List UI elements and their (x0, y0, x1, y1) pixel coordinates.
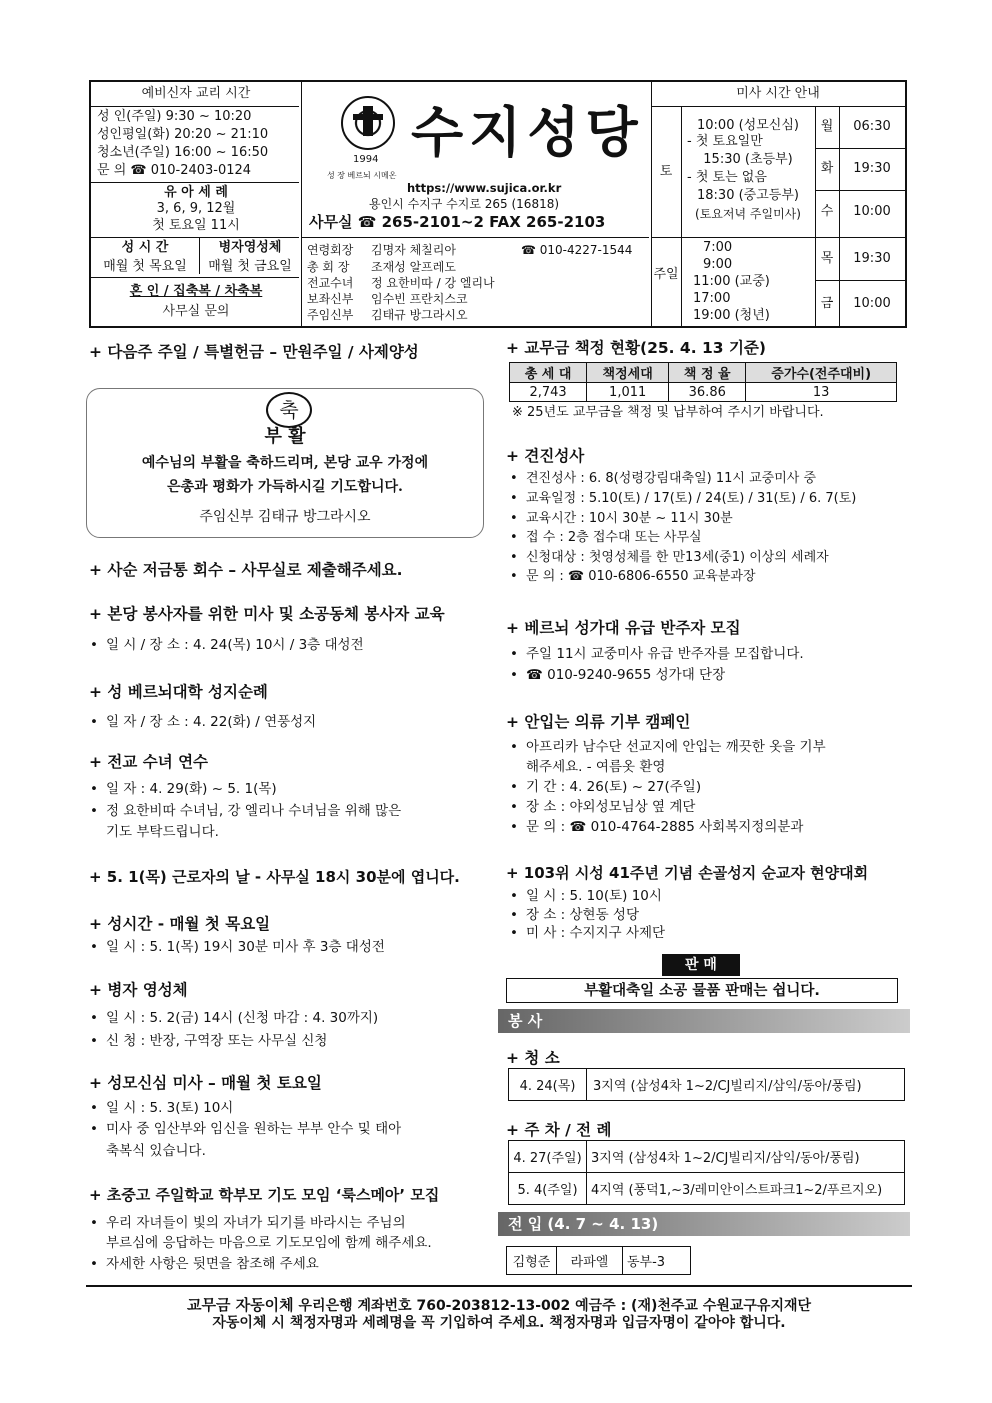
weekday-label: 화 (820, 161, 834, 176)
list-item: • 일 시 : 5. 2(금) 14시 (신청 마감 : 4. 30까지) (106, 1009, 378, 1027)
confirmation-title: + 견진성사 (506, 447, 585, 465)
sick-communion-value: 매월 첫 금요일 (208, 259, 292, 274)
cleaning-table (508, 1068, 905, 1101)
list-item: • 교육일정 : 5.10(토) / 17(토) / 24(토) / 31(토) / 6. 7(토) (526, 490, 856, 508)
list-item: • 일 시 : 5. 10(토) 10시 (526, 887, 662, 905)
list-item-continued: 축복식 있습니다. (106, 1143, 206, 1159)
table-cell: 3지역 (삼성4차 1~2/CJ빌리지/삼익/동아/풍림) (587, 1141, 905, 1173)
table-cell: 4. 24(목) (509, 1069, 587, 1101)
infant-baptism-day: 첫 토요일 11시 (152, 218, 240, 233)
mass-saturday-label: 토 (659, 164, 673, 179)
list-item: • 주일 11시 교중미사 유급 반주자를 모집합니다. (526, 645, 804, 663)
dues-table (509, 362, 897, 402)
holy-hour-value: 매월 첫 목요일 (103, 259, 187, 274)
list-item: • 아프리카 남수단 선교지에 안입는 깨끗한 옷을 기부 (526, 738, 826, 756)
mass-title: 미사 시간 안내 (736, 86, 820, 101)
list-item: • 기 간 : 4. 26(토) ~ 27(주일) (526, 778, 701, 796)
staff-name: 임수빈 프란치스코 (371, 292, 468, 306)
weekday-time: 19:30 (853, 251, 891, 266)
dues-note: ※ 25년도 교무금을 책정 및 납부하여 주시기 바랍니다. (512, 405, 824, 420)
list-item: • 자세한 사항은 뒷면을 참조해 주세요 (106, 1255, 319, 1273)
weekday-label: 월 (820, 119, 834, 134)
staff-role: 전교수녀 (307, 276, 354, 290)
marriage-title: 혼 인 / 집축복 / 차축복 (129, 284, 263, 299)
cross-icon (363, 106, 373, 136)
dues-title: + 교무금 책정 현황(25. 4. 13 기준) (506, 339, 766, 357)
weekday-time: 10:00 (853, 204, 891, 219)
mass-sunday-label: 주일 (653, 267, 679, 282)
holy-hour-title: 성 시 간 (121, 240, 169, 255)
easter-signature: 주임신부 김태규 방그라시오 (199, 509, 371, 525)
labor-day-notice: + 5. 1(목) 근로자의 날 - 사무실 18시 30분에 엽니다. (89, 868, 460, 886)
catechism-contact: 문 의 ☎ 010-2403-0124 (97, 163, 252, 178)
staff-role: 주임신부 (307, 308, 354, 322)
list-item: • 일 시 : 5. 1(목) 19시 30분 미사 후 3층 대성전 (106, 938, 385, 956)
parking-table (508, 1140, 905, 1205)
footer-instruction: 자동이체 시 책정자명과 세례명을 꼭 기입하여 주세요. 책정자명과 입금자명이 같아야 합니다. (212, 1315, 786, 1331)
catechism-weekday: 성인평일(화) 20:20 ~ 21:10 (97, 127, 269, 142)
table-cell: 김형준 (507, 1247, 557, 1275)
logo-year: 1994 (353, 154, 379, 165)
table-cell: 2,743 (510, 383, 587, 402)
lent-box-notice: + 사순 저금통 회수 – 사무실로 제출해주세요. (89, 561, 403, 579)
weekday-label: 목 (820, 251, 834, 266)
footer-account: 우리은행 계좌번호 760-203812-13-002 예금주 : (재)천주교 수원교구유지재단 (298, 1298, 812, 1314)
table-header: 책 정 율 (669, 363, 746, 383)
mass-saturday-line: 10:00 (성모신심) (697, 118, 799, 133)
transfer-table (506, 1246, 691, 1275)
church-address: 용인시 수지구 수지로 265 (16818) (369, 197, 560, 211)
staff-role: 보좌신부 (307, 292, 354, 306)
easter-line: 은총과 평화가 가득하시길 기도합니다. (167, 479, 403, 495)
marian-mass-title: + 성모신심 미사 – 매월 첫 토요일 (89, 1074, 322, 1092)
table-cell: 라파엘 (557, 1247, 623, 1275)
staff-phone: ☎ 010-4227-1544 (521, 243, 633, 257)
list-item-continued: 해주세요. - 여름옷 환영 (526, 759, 666, 775)
list-item: • 장 소 : 상현동 성당 (526, 906, 639, 924)
mass-sunday-line: 7:00 (703, 240, 733, 255)
logo-caption: 성 장 베르뇌 시메온 (327, 171, 397, 180)
table-cell: 13 (746, 383, 897, 402)
volunteer-title: + 본당 봉사자를 위한 미사 및 소공동체 봉사자 교육 (89, 605, 445, 623)
weekday-time: 19:30 (853, 161, 891, 176)
list-item: • 문 의 : ☎ 010-4764-2885 사회복지정의분과 (526, 818, 803, 836)
choir-title: + 베르뇌 성가대 유급 반주자 모집 (506, 619, 741, 637)
weekday-time: 06:30 (853, 119, 891, 134)
mass-saturday-line: (토요저녁 주일미사) (695, 207, 801, 221)
mass-saturday-line: 18:30 (중고등부) (697, 188, 799, 203)
list-item: • 미 사 : 수지지구 사제단 (526, 924, 665, 942)
weekday-time: 10:00 (853, 296, 891, 311)
sale-notice: 부활대축일 소공 물품 판매는 쉽니다. (506, 978, 898, 1003)
pilgrimage-title: + 성 베르뇌대학 성지순례 (89, 683, 268, 701)
mass-sunday-line: 17:00 (693, 291, 731, 306)
parking-title: + 주 차 / 전 례 (506, 1121, 612, 1139)
mass-sunday-line: 11:00 (교중) (693, 274, 770, 289)
service-section-bar: 봉 사 (498, 1009, 910, 1033)
table-header: 총 세 대 (510, 363, 587, 383)
list-item: • 장 소 : 야외성모님상 옆 계단 (526, 798, 695, 816)
list-item: • 정 요한비따 수녀님, 강 엘리나 수녀님을 위해 많은 (106, 802, 401, 820)
table-cell: 동부-3 (623, 1247, 691, 1275)
list-item: • 교육시간 : 10시 30분 ~ 11시 30분 (526, 510, 733, 528)
table-cell: 1,011 (587, 383, 669, 402)
next-sunday-notice: + 다음주 주일 / 특별헌금 – 만원주일 / 사제양성 (89, 343, 419, 361)
list-item: • 견진성사 : 6. 8(성령강림대축일) 11시 교중미사 중 (526, 470, 816, 488)
easter-line: 예수님의 부활을 축하드리며, 본당 교우 가정에 (141, 455, 429, 471)
mass-saturday-line: - 첫 토요일만 (687, 134, 763, 149)
catechism-title: 예비신자 교리 시간 (141, 86, 251, 101)
website-link[interactable]: https://www.sujica.or.kr (407, 181, 562, 195)
table-cell: 4지역 (풍덕1,~3/레미안이스트파크1~2/푸르지오) (587, 1173, 905, 1205)
infant-baptism-months: 3, 6, 9, 12월 (156, 201, 236, 216)
staff-role: 연령회장 (307, 243, 354, 257)
footer-autopay-label: 교무금 자동이체 (186, 1296, 294, 1314)
list-item: • ☎ 010-9240-9655 성가대 단장 (526, 666, 725, 684)
staff-name: 정 요한비따 / 강 엘리나 (371, 276, 495, 290)
mass-sunday-line: 19:00 (청년) (693, 308, 770, 323)
marriage-value: 사무실 문의 (162, 304, 230, 319)
easter-seal-icon: 축 (266, 392, 312, 428)
sick-communion-title: + 병자 영성체 (89, 981, 188, 999)
list-item: • 문 의 : ☎ 010-6806-6550 교육분과장 (526, 568, 756, 586)
list-item: • 일 자 / 장 소 : 4. 22(화) / 연풍성지 (106, 713, 316, 731)
church-name: 수지성당 (411, 101, 644, 164)
table-header: 책정세대 (587, 363, 669, 383)
footer-divider (86, 1285, 912, 1287)
table-cell: 36.86 (669, 383, 746, 402)
transfer-section-bar: 전 입 (4. 7 ~ 4. 13) (498, 1212, 910, 1236)
staff-name: 김태규 방그라시오 (371, 308, 468, 322)
staff-role: 총 회 장 (307, 260, 350, 274)
infant-baptism-title: 유 아 세 례 (164, 185, 228, 200)
staff-name: 조재성 알프레도 (371, 260, 456, 274)
sale-label: 판 매 (662, 954, 740, 976)
table-cell: 3지역 (삼성4차 1~2/CJ빌리지/삼익/동아/풍림) (587, 1069, 905, 1101)
list-item: • 우리 자녀들이 빛의 자녀가 되기를 바라시는 주님의 (106, 1214, 406, 1232)
table-header: 증가수(전주대비) (746, 363, 897, 383)
catechism-youth: 청소년(주일) 16:00 ~ 16:50 (97, 145, 269, 160)
list-item: • 일 시 / 장 소 : 4. 24(목) 10시 / 3층 대성전 (106, 636, 364, 654)
list-item-continued: 부르심에 응답하는 마음으로 기도모임에 함께 해주세요. (106, 1235, 432, 1251)
bulletin-header (89, 80, 907, 328)
list-item: • 접 수 : 2층 접수대 또는 사무실 (526, 529, 702, 547)
mass-saturday-line: 15:30 (초등부) (703, 152, 793, 167)
list-item: • 미사 중 임산부와 임신을 원하는 부부 안수 및 태아 (106, 1120, 401, 1138)
parents-prayer-title: + 초중고 주일학교 학부모 기도 모임 ‘룩스메아’ 모집 (89, 1186, 440, 1204)
catechism-adult: 성 인(주일) 9:30 ~ 10:20 (97, 109, 252, 124)
weekday-label: 수 (820, 204, 834, 219)
clothes-title: + 안입는 의류 기부 캠페인 (506, 713, 691, 731)
list-item: • 일 자 : 4. 29(화) ~ 5. 1(목) (106, 780, 277, 798)
list-item: • 신청대상 : 첫영성체를 한 만13세(중1) 이상의 세례자 (526, 549, 829, 567)
office-contact: 사무실 ☎ 265-2101~2 FAX 265-2103 (309, 213, 606, 231)
table-cell: 5. 4(주일) (509, 1173, 587, 1205)
easter-title: 부 활 (264, 426, 306, 447)
cleaning-title: + 청 소 (506, 1049, 560, 1067)
sick-communion-title: 병자영성체 (218, 240, 282, 255)
holy-hour-title: + 성시간 - 매월 첫 목요일 (89, 915, 271, 933)
martyrs-title: + 103위 시성 41주년 기념 손골성지 순교자 현양대회 (506, 864, 869, 882)
mass-sunday-line: 9:00 (703, 257, 733, 272)
weekday-label: 금 (820, 296, 834, 311)
staff-name: 김명자 체칠리아 (371, 243, 456, 257)
list-item: • 신 청 : 반장, 구역장 또는 사무실 신청 (106, 1032, 327, 1050)
mass-saturday-line: - 첫 토는 없음 (687, 170, 767, 185)
sisters-title: + 전교 수녀 연수 (89, 753, 209, 771)
list-item-continued: 기도 부탁드립니다. (106, 824, 219, 840)
table-cell: 4. 27(주일) (509, 1141, 587, 1173)
list-item: • 일 시 : 5. 3(토) 10시 (106, 1099, 233, 1117)
